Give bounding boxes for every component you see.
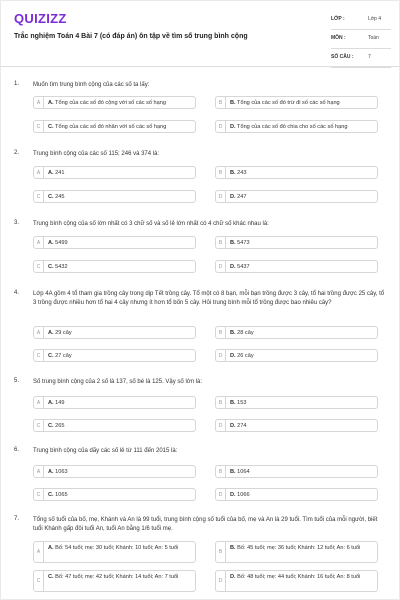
option-text: A. Tổng của các số đó cộng với số các số hạng	[48, 100, 166, 106]
option-b[interactable]	[215, 541, 378, 563]
option-b[interactable]	[215, 396, 378, 409]
option-letter: B	[216, 167, 226, 178]
option-letter: C	[34, 489, 44, 500]
option-text: D. 247	[230, 194, 247, 200]
option-c[interactable]	[33, 260, 196, 273]
option-letter: A	[34, 237, 44, 248]
option-text: D. Tổng của các số đó chia cho số các số hạng	[230, 124, 348, 130]
option-d[interactable]	[215, 120, 378, 133]
option-a[interactable]	[33, 236, 196, 249]
worksheet-title: Trắc nghiệm Toán 4 Bài 7 (có đáp án) ôn tập về tìm số trung bình cộng	[14, 33, 248, 40]
option-text: A. 1063	[48, 469, 68, 475]
quizizz-logo: QUIZIZZ	[14, 11, 67, 26]
option-letter: A	[34, 167, 44, 178]
option-d[interactable]	[215, 260, 378, 273]
question-text: Trung bình cộng của số lớn nhất có 3 chữ số và số lẻ lớn nhất có 4 chữ số khác nhau là:	[33, 221, 269, 227]
option-letter: D	[216, 420, 226, 431]
option-letter: D	[216, 261, 226, 272]
option-d[interactable]	[215, 349, 378, 362]
question-text: Số trung bình cộng của 2 số là 137, số bé là 125. Vậy số lớn là:	[33, 379, 203, 385]
option-text: A. 5499	[48, 240, 68, 246]
option-c[interactable]	[33, 190, 196, 203]
meta-class-value: Lớp 4	[368, 16, 382, 22]
option-text: C. 27 cây	[48, 353, 72, 359]
option-text: C. 5432	[48, 264, 68, 270]
option-text: B. 1064	[230, 469, 250, 475]
meta-subject-value: Toán	[368, 35, 379, 41]
question-number: 4.	[14, 290, 20, 296]
option-a[interactable]	[33, 96, 196, 109]
option-text: B. Bố: 45 tuổi; mẹ: 36 tuổi; Khánh: 12 tuổi; An: 6 tuổi	[230, 545, 361, 551]
option-text: C. Tổng của các số đó nhân với số các số hạng	[48, 124, 167, 130]
meta-count-key: SỐ CÂU :	[331, 54, 354, 60]
option-a[interactable]	[33, 465, 196, 478]
option-c[interactable]	[33, 349, 196, 362]
option-letter: B	[216, 542, 226, 562]
option-a[interactable]	[33, 396, 196, 409]
option-letter: C	[34, 191, 44, 202]
option-text: B. Tổng của các số đó trừ đi số các số hạng	[230, 100, 340, 106]
question-number: 5.	[14, 378, 20, 384]
option-text: A. 29 cây	[48, 330, 72, 336]
option-text: A. 149	[48, 400, 65, 406]
option-c[interactable]	[33, 419, 196, 432]
option-letter: B	[216, 237, 226, 248]
meta-count-value: 7	[368, 54, 371, 60]
meta-count-row	[331, 51, 391, 68]
option-letter: D	[216, 191, 226, 202]
option-text: B. 153	[230, 400, 247, 406]
option-text: D. 26 cây	[230, 353, 254, 359]
option-letter: A	[34, 97, 44, 108]
option-letter: C	[34, 571, 44, 591]
option-text: D. 274	[230, 423, 247, 429]
option-letter: A	[34, 466, 44, 477]
option-letter: C	[34, 420, 44, 431]
option-text: D. 1066	[230, 492, 250, 498]
question-number: 2.	[14, 150, 20, 156]
meta-class-key: LỚP :	[331, 16, 345, 22]
option-b[interactable]	[215, 96, 378, 109]
option-text: A. 241	[48, 170, 65, 176]
question-number: 7.	[14, 516, 20, 522]
meta-subject-key: MÔN :	[331, 35, 346, 41]
option-letter: C	[34, 261, 44, 272]
option-d[interactable]	[215, 570, 378, 592]
option-letter: C	[34, 121, 44, 132]
question-number: 1.	[14, 81, 20, 87]
option-text: C. Bố: 47 tuổi; mẹ: 42 tuổi; Khánh: 14 tuổi; An: 7 tuổi	[48, 574, 179, 580]
question-number: 6.	[14, 447, 20, 453]
option-text: B. 28 cây	[230, 330, 254, 336]
option-text: C. 1065	[48, 492, 68, 498]
option-b[interactable]	[215, 236, 378, 249]
option-b[interactable]	[215, 326, 378, 339]
question-text: Tổng số tuổi của bố, mẹ, Khánh và An là 99 tuổi, trung bình cộng số tuổi của bố, mẹ và An là 29 tuổi. Tìm tuổi của mỗi người, biết tuổi Khánh gấp đôi tuổi An, tuổi An bằng 1/6 tuổi mẹ.	[33, 517, 378, 532]
meta-class-row	[331, 13, 391, 30]
worksheet-meta	[331, 13, 391, 70]
meta-subject-row	[331, 32, 391, 49]
option-c[interactable]	[33, 570, 196, 592]
option-letter: A	[34, 397, 44, 408]
option-text: D. Bố: 48 tuổi; mẹ: 44 tuổi; Khánh: 16 tuổi; An: 8 tuổi	[230, 574, 361, 580]
option-letter: A	[34, 542, 44, 562]
option-a[interactable]	[33, 541, 196, 563]
option-letter: D	[216, 350, 226, 361]
question-text: Muốn tìm trung bình cộng của các số ta lấy:	[33, 82, 150, 88]
option-b[interactable]	[215, 465, 378, 478]
option-d[interactable]	[215, 419, 378, 432]
question-text: Trung bình cộng của các số 115; 246 và 374 là:	[33, 151, 160, 157]
option-letter: B	[216, 97, 226, 108]
option-c[interactable]	[33, 120, 196, 133]
option-d[interactable]	[215, 190, 378, 203]
option-b[interactable]	[215, 166, 378, 179]
option-letter: D	[216, 489, 226, 500]
option-a[interactable]	[33, 166, 196, 179]
option-text: C. 265	[48, 423, 65, 429]
option-letter: B	[216, 327, 226, 338]
option-a[interactable]	[33, 326, 196, 339]
option-text: B. 243	[230, 170, 247, 176]
option-letter: B	[216, 466, 226, 477]
option-letter: B	[216, 397, 226, 408]
option-text: A. Bố: 54 tuổi; mẹ: 30 tuổi; Khánh: 10 tuổi; An: 5 tuổi	[48, 545, 179, 551]
question-number: 3.	[14, 220, 20, 226]
option-text: B. 5473	[230, 240, 250, 246]
option-text: D. 5437	[230, 264, 250, 270]
option-text: C. 245	[48, 194, 65, 200]
option-c[interactable]	[33, 488, 196, 501]
option-letter: A	[34, 327, 44, 338]
option-letter: C	[34, 350, 44, 361]
option-letter: D	[216, 121, 226, 132]
question-text: Trung bình cộng của dãy các số lẻ từ 111 đến 2015 là:	[33, 448, 178, 454]
option-d[interactable]	[215, 488, 378, 501]
option-letter: D	[216, 571, 226, 591]
question-text: Lớp 4A gồm 4 tổ tham gia trồng cây trong dịp Tết trồng cây. Tổ một có 8 bạn, mỗi bạn trồng được 3 cây, tổ hai trồng được 25 cây, tổ 3 trồng được nhiều hơn tổ hai 4 cây nhưng ít hơn tổ bốn 5 cây. Hỏi trung bình mỗi tổ trồng được bao nhiêu cây?	[33, 291, 385, 306]
worksheet-header	[0, 0, 400, 67]
